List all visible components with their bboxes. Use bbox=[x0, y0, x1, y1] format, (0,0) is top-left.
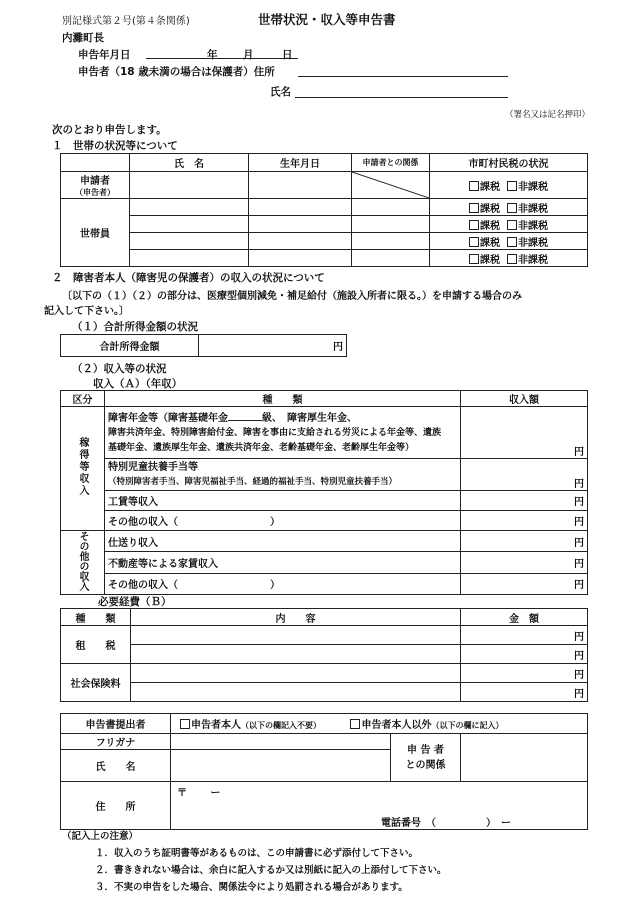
applicant-tax-cell: 課税 非課税 bbox=[430, 172, 588, 199]
remittance-amount[interactable]: 円 bbox=[461, 531, 588, 552]
member-birth-cell[interactable] bbox=[249, 233, 352, 250]
col-content: 内 容 bbox=[131, 609, 461, 626]
furigana-label: フリガナ bbox=[61, 734, 171, 750]
applicant-name-label: 氏名 bbox=[270, 86, 291, 98]
total-income-table bbox=[60, 334, 347, 357]
addressee: 内灘町長 bbox=[62, 32, 104, 44]
household-table bbox=[60, 153, 588, 267]
date-underline[interactable] bbox=[146, 58, 298, 59]
checkbox[interactable] bbox=[507, 220, 517, 230]
date-month: 月 bbox=[243, 49, 254, 61]
tax-amount[interactable]: 円 bbox=[461, 626, 588, 645]
address-underline[interactable] bbox=[298, 76, 508, 77]
wage-amount[interactable]: 円 bbox=[461, 491, 588, 511]
applicant-sub-label: （申告者） bbox=[75, 188, 115, 197]
submitter-label: 申告書提出者 bbox=[61, 714, 171, 734]
total-income-value[interactable]: 円 bbox=[199, 335, 347, 357]
pension-amount[interactable]: 円 bbox=[461, 407, 588, 459]
col-name: 氏 名 bbox=[130, 154, 249, 172]
furigana-input[interactable] bbox=[171, 734, 391, 750]
submitter-options: 申告者本人（以下の欄記入不要） 申告者本人以外（以下の欄に記入） bbox=[171, 714, 588, 734]
diagonal-line bbox=[352, 172, 429, 198]
expense-b-title: 必要経費（Ｂ） bbox=[98, 596, 172, 608]
rent-row: 不動産等による家賃収入 bbox=[105, 552, 461, 573]
note-item: ３．不実の申告をした場合、関係法令により処罰される場合があります。 bbox=[95, 882, 408, 893]
member-tax-cell: 課税 非課税 bbox=[430, 233, 588, 250]
col-kingaku: 金 額 bbox=[461, 609, 588, 626]
tax-label: 租 税 bbox=[61, 626, 131, 664]
member-relation-cell[interactable] bbox=[352, 233, 430, 250]
checkbox[interactable] bbox=[507, 237, 517, 247]
tax-amount-2[interactable]: 円 bbox=[461, 645, 588, 664]
member-tax-cell: 課税 非課税 bbox=[430, 250, 588, 267]
total-income-label: 合計所得金額 bbox=[61, 335, 199, 357]
applicant-relation-cell bbox=[352, 172, 430, 199]
checkbox[interactable] bbox=[469, 220, 479, 230]
checkbox[interactable] bbox=[350, 719, 360, 729]
submitter-address-label: 住 所 bbox=[61, 782, 171, 830]
applicant-birth-cell[interactable] bbox=[249, 172, 352, 199]
applicant-address-label: 申告者（18 歳未満の場合は保護者）住所 bbox=[78, 66, 275, 78]
member-tax-cell: 課税 非課税 bbox=[430, 216, 588, 233]
checkbox[interactable] bbox=[507, 254, 517, 264]
subsection1-title: （１）合計所得金額の状況 bbox=[72, 321, 198, 333]
social-insurance-label: 社会保険料 bbox=[61, 664, 131, 702]
date-day: 日 bbox=[282, 49, 293, 61]
intro-text: 次のとおり申告します。 bbox=[52, 124, 167, 136]
member-name-cell[interactable] bbox=[130, 216, 249, 233]
social-content-2[interactable] bbox=[131, 683, 461, 702]
postal-code: 〒 ー bbox=[177, 788, 221, 799]
checkbox[interactable] bbox=[507, 181, 517, 191]
special-allowance-amount[interactable]: 円 bbox=[461, 459, 588, 491]
checkbox[interactable] bbox=[469, 254, 479, 264]
col-type: 種 類 bbox=[61, 609, 131, 626]
date-label: 申告年月日 bbox=[78, 49, 131, 61]
remittance-row: 仕送り収入 bbox=[105, 531, 461, 552]
submitter-name-label: 氏 名 bbox=[61, 750, 171, 782]
col-tax: 市町村民税の状況 bbox=[430, 154, 588, 172]
member-birth-cell[interactable] bbox=[249, 250, 352, 267]
col-birth: 生年月日 bbox=[249, 154, 352, 172]
section2-note-line1: 〔以下の（１）（２）の部分は、医療型個別減免・補足給付（施設入所者に限る。）を申請する場合のみ bbox=[62, 291, 522, 302]
members-label: 世帯員 bbox=[61, 199, 130, 267]
form-reference: 別記様式第２号(第４条関係) bbox=[62, 16, 190, 27]
date-year: 年 bbox=[207, 49, 218, 61]
pension-row: 障害年金等（障害基礎年金 級、 障害厚生年金、 障害共済年金、特別障害給付金、障害を事由に支給される労災による年金等、遺族 基礎年金、遺族厚生年金、遺族共済年金、老齢基礎年金、老齢厚生年金等） bbox=[105, 407, 461, 459]
applicant-label: 申請者 bbox=[80, 176, 110, 187]
member-birth-cell[interactable] bbox=[249, 216, 352, 233]
member-birth-cell[interactable] bbox=[249, 199, 352, 216]
col-relation: 申請者との関係 bbox=[352, 154, 430, 172]
expense-table bbox=[60, 608, 588, 702]
checkbox[interactable] bbox=[469, 237, 479, 247]
income-table bbox=[60, 390, 588, 595]
member-relation-cell[interactable] bbox=[352, 216, 430, 233]
relation-label: 申 告 者 との関係 bbox=[391, 734, 461, 782]
tax-content-2[interactable] bbox=[131, 645, 461, 664]
name-underline[interactable] bbox=[295, 97, 508, 98]
col-kubun: 区分 bbox=[61, 391, 105, 407]
submitter-name-input[interactable] bbox=[171, 750, 391, 782]
page-title: 世帯状況・収入等申告書 bbox=[258, 12, 396, 27]
section2-note-line2: 記入して下さい。〕 bbox=[44, 306, 129, 317]
checkbox[interactable] bbox=[469, 181, 479, 191]
applicant-name-cell[interactable] bbox=[130, 172, 249, 199]
tax-content[interactable] bbox=[131, 626, 461, 645]
other-income-row: その他の収入（ ） bbox=[105, 511, 461, 531]
social-amount[interactable]: 円 bbox=[461, 664, 588, 683]
member-name-cell[interactable] bbox=[130, 233, 249, 250]
relation-input[interactable] bbox=[461, 734, 588, 782]
member-relation-cell[interactable] bbox=[352, 250, 430, 267]
col-amount: 収入額 bbox=[461, 391, 588, 407]
social-content[interactable] bbox=[131, 664, 461, 683]
subsection2-title: （２）収入等の状況 bbox=[72, 363, 167, 375]
submitter-address-input[interactable] bbox=[171, 782, 588, 830]
wage-row: 工賃等収入 bbox=[105, 491, 461, 511]
member-name-cell[interactable] bbox=[130, 250, 249, 267]
member-name-cell[interactable] bbox=[130, 199, 249, 216]
rent-amount[interactable]: 円 bbox=[461, 552, 588, 573]
applicant-row-label bbox=[61, 172, 130, 199]
social-amount-2[interactable]: 円 bbox=[461, 683, 588, 702]
checkbox[interactable] bbox=[507, 203, 517, 213]
other-income-amount-2[interactable]: 円 bbox=[461, 573, 588, 594]
note-item: ２．書ききれない場合は、余白に記入するか又は別紙に記入の上添付して下さい。 bbox=[95, 865, 447, 876]
col-kind: 種 類 bbox=[105, 391, 461, 407]
income-a-title: 収入（Ａ）（年収） bbox=[93, 378, 183, 390]
other-income-amount[interactable]: 円 bbox=[461, 511, 588, 531]
sign-note: （署名又は記名押印） bbox=[505, 110, 591, 120]
notes-title: （記入上の注意） bbox=[62, 831, 139, 842]
note-item: １．収入のうち証明書等があるものは、この申請書に必ず添付して下さい。 bbox=[95, 848, 419, 859]
section2-title: ２ 障害者本人（障害児の保護者）の収入の状況について bbox=[52, 272, 325, 284]
section1-title: １ 世帯の状況等について bbox=[52, 140, 178, 152]
special-allowance-row: 特別児童扶養手当等 （特別障害者手当、障害児福祉手当、経過的福祉手当、特別児童扶養手当） bbox=[105, 459, 461, 491]
checkbox[interactable] bbox=[469, 203, 479, 213]
submitter-table bbox=[60, 713, 588, 830]
phone-number: 電話番号 （ ） ー bbox=[381, 818, 511, 829]
earned-income-category: 稼得等収入 bbox=[61, 407, 105, 531]
checkbox[interactable] bbox=[180, 719, 190, 729]
member-relation-cell[interactable] bbox=[352, 199, 430, 216]
member-tax-cell: 課税 非課税 bbox=[430, 199, 588, 216]
other-income-category: その他の収入 bbox=[61, 531, 105, 595]
other-income-row-2: その他の収入（ ） bbox=[105, 573, 461, 594]
